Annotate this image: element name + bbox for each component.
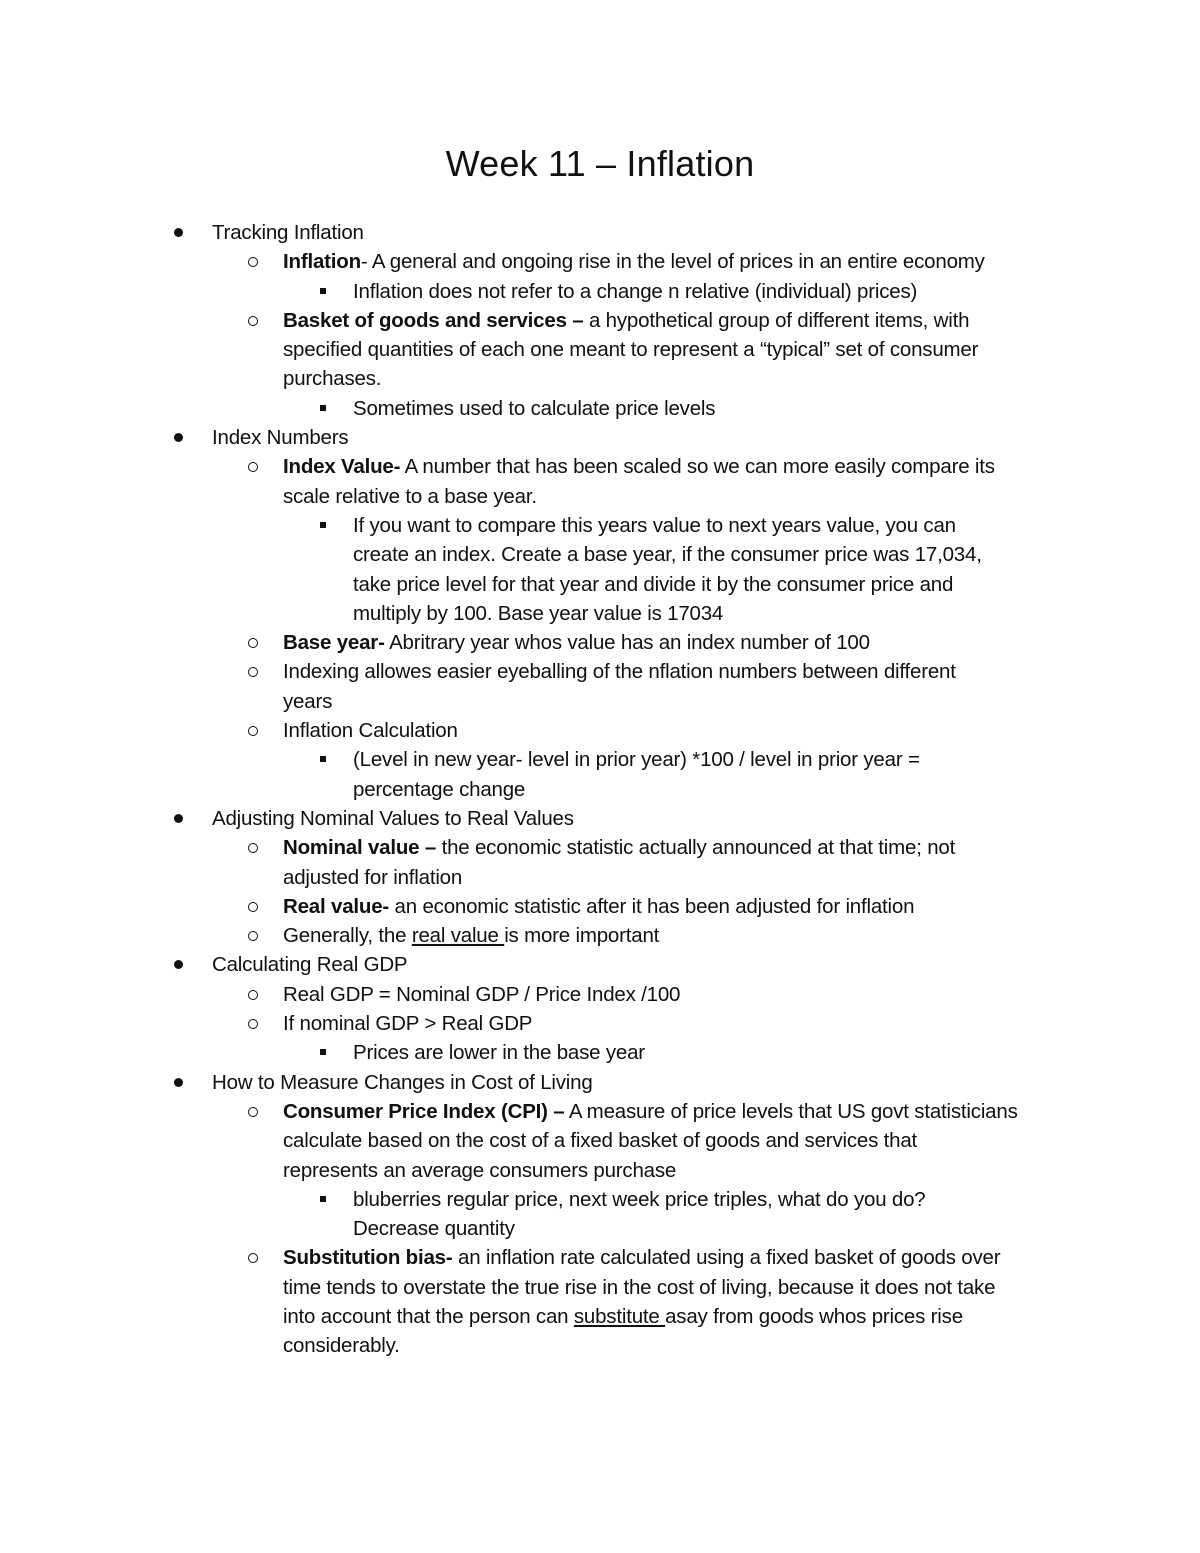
sub-bullet-generally: Generally, the real value is more important — [0, 921, 1200, 950]
sub-bullet-indexing: Indexing allowes easier eyeballing of the nflation numbers between different — [0, 657, 1200, 686]
text-line: time tends to overstate the true rise in the cost of living, because it does not take — [283, 1275, 996, 1299]
bullet-circle-icon — [248, 257, 258, 267]
sub-bullet-base-year: Base year- Abritrary year whos value has an index number of 100 — [0, 628, 1200, 657]
sub-sub-bullet-calc-formula: (Level in new year- level in prior year) *100 / level in prior year = — [0, 745, 1200, 774]
term-index-value: Index Value- — [283, 455, 401, 479]
bullet-cost-of-living: How to Measure Changes in Cost of Living — [0, 1068, 1200, 1097]
term-cpi: Consumer Price Index (CPI) – — [283, 1099, 565, 1123]
sub-bullet-cpi: Consumer Price Index (CPI) – A measure of price levels that US govt statisticians — [0, 1097, 1200, 1126]
bullet-calculating-real-gdp: Calculating Real GDP — [0, 950, 1200, 979]
bullet-square-icon — [320, 1049, 326, 1055]
text-line: purchases. — [283, 367, 382, 391]
text-line: years — [283, 689, 333, 713]
text-line: adjusted for inflation — [283, 865, 463, 889]
term-substitution-bias: Substitution bias- — [283, 1246, 453, 1270]
bullet-dot-icon — [174, 228, 183, 237]
bullet-square-icon — [320, 288, 326, 294]
term-inflation: Inflation — [283, 250, 361, 274]
text-line: Decrease quantity — [353, 1217, 515, 1241]
text-line: create an index. Create a base year, if the consumer price was 17,034, — [353, 543, 982, 567]
bullet-circle-icon — [248, 638, 258, 648]
bullet-circle-icon — [248, 726, 258, 736]
bullet-index-numbers: Index Numbers — [0, 423, 1200, 452]
text-line: percentage change — [353, 777, 526, 801]
text-line: represents an average consumers purchase — [283, 1158, 677, 1182]
underlined-real-value: real value — [411, 924, 505, 948]
bullet-dot-icon — [174, 814, 183, 823]
sub-bullet-basket: Basket of goods and services – a hypothetical group of different items, with — [0, 306, 1200, 335]
bullet-circle-icon — [248, 902, 258, 912]
sub-bullet-inflation-calculation: Inflation Calculation — [0, 716, 1200, 745]
bullet-circle-icon — [248, 316, 258, 326]
bullet-circle-icon — [248, 931, 258, 941]
sub-sub-bullet-inflation-note: Inflation does not refer to a change n relative (individual) prices) — [0, 277, 1200, 306]
sub-bullet-gdp-formula: Real GDP = Nominal GDP / Price Index /100 — [0, 980, 1200, 1009]
bullet-circle-icon — [248, 1019, 258, 1029]
term-real-value: Real value- — [283, 894, 390, 918]
term-basket: Basket of goods and services – — [283, 308, 584, 332]
sub-bullet-gdp-condition: If nominal GDP > Real GDP — [0, 1009, 1200, 1038]
term-base-year: Base year- — [283, 631, 385, 655]
text-line: specified quantities of each one meant to represent a “typical” set of consumer — [283, 338, 979, 362]
bullet-dot-icon — [174, 433, 183, 442]
text-line: scale relative to a base year. — [283, 484, 537, 508]
bullet-square-icon — [320, 522, 326, 528]
sub-bullet-substitution-bias: Substitution bias- an inflation rate calculated using a fixed basket of goods over — [0, 1243, 1200, 1272]
text-line: into account that the person can substitute asay from goods whos prices rise — [283, 1304, 963, 1328]
text-line: considerably. — [283, 1334, 400, 1358]
text-line: take price level for that year and divide it by the consumer price and — [353, 572, 954, 596]
bullet-dot-icon — [174, 960, 183, 969]
bullet-tracking-inflation: Tracking Inflation — [0, 218, 1200, 247]
page-title: Week 11 – Inflation — [445, 143, 755, 184]
sub-bullet-inflation: Inflation- A general and ongoing rise in the level of prices in an entire economy — [0, 247, 1200, 276]
sub-bullet-real-value: Real value- an economic statistic after it has been adjusted for inflation — [0, 892, 1200, 921]
sub-bullet-index-value: Index Value- A number that has been scaled so we can more easily compare its — [0, 452, 1200, 481]
underlined-substitute: substitute — [573, 1304, 666, 1328]
bullet-dot-icon — [174, 1078, 183, 1087]
bullet-square-icon — [320, 405, 326, 411]
sub-sub-bullet-gdp-note: Prices are lower in the base year — [0, 1038, 1200, 1067]
bullet-circle-icon — [248, 667, 258, 677]
bullet-circle-icon — [248, 843, 258, 853]
bullet-circle-icon — [248, 990, 258, 1000]
sub-sub-bullet-index-note: If you want to compare this years value to next years value, you can — [0, 511, 1200, 540]
term-nominal-value: Nominal value – — [283, 836, 437, 860]
bullet-square-icon — [320, 756, 326, 762]
text-line: multiply by 100. Base year value is 17034 — [353, 601, 724, 625]
bullet-adjusting-values: Adjusting Nominal Values to Real Values — [0, 804, 1200, 833]
text-line: calculate based on the cost of a fixed basket of goods and services that — [283, 1129, 918, 1153]
notes-list — [0, 218, 1200, 1361]
bullet-circle-icon — [248, 462, 258, 472]
bullet-circle-icon — [248, 1107, 258, 1117]
bullet-circle-icon — [248, 1253, 258, 1263]
sub-bullet-nominal-value: Nominal value – the economic statistic actually announced at that time; not — [0, 833, 1200, 862]
bullet-square-icon — [320, 1196, 326, 1202]
sub-sub-bullet-basket-note: Sometimes used to calculate price levels — [0, 394, 1200, 423]
sub-sub-bullet-cpi-note: bluberries regular price, next week price triples, what do you do? — [0, 1185, 1200, 1214]
